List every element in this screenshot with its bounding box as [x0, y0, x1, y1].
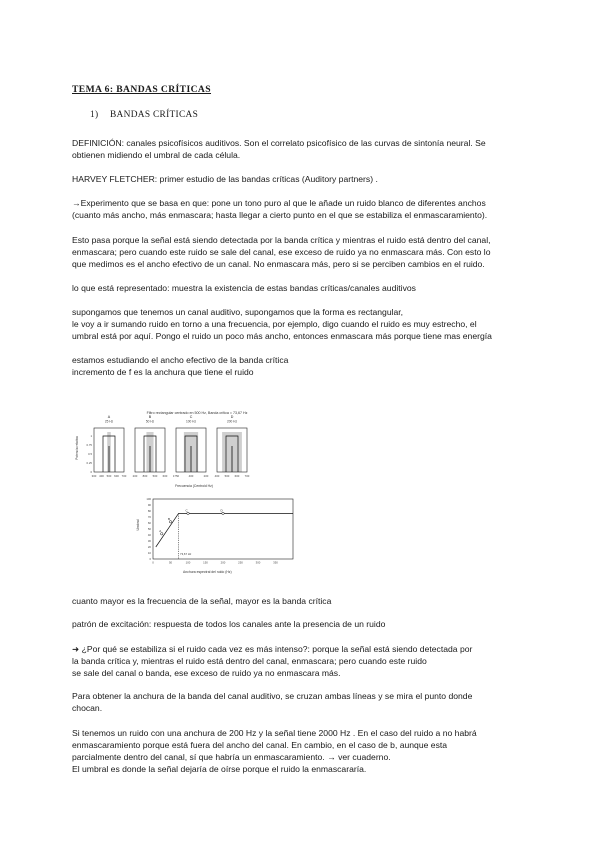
section-number: 1): [90, 110, 99, 120]
filter-panel-d: [215, 415, 250, 478]
x-tick-label: 0: [152, 560, 154, 565]
panel-ytick-label: 0: [90, 470, 92, 474]
supongamos-line-2: le voy a ir sumando ruido en torno a una frecuencia, por ejemplo, digo cuando el ruido es muy estrecho, el: [72, 319, 477, 329]
data-point-label: A: [159, 528, 162, 533]
panel-tick-label: 700: [244, 474, 250, 478]
x-tick-label: 300: [255, 560, 261, 565]
section-title: BANDAS CRÍTICAS: [110, 110, 199, 120]
panel-tick-label: 500: [152, 474, 158, 478]
ejemplo-line-3: parcialmente dentro del canal, sí que habría un enmascaramiento. → ver cuaderno.: [72, 752, 391, 762]
esto-line-1: Esto pasa porque la señal está siendo detectada por la banda crítica y mientras el ruido está dentro del canal,: [72, 235, 491, 245]
panel-tick-label: 600: [234, 474, 240, 478]
panel-tick-label: 200: [203, 474, 209, 478]
chart-axes: [146, 497, 293, 565]
x-tick-label: 200: [220, 560, 226, 565]
y-tick-label: 50: [147, 527, 151, 531]
y-tick-label: 40: [147, 533, 151, 537]
chart-xlabel: Anchura espectral del ruido (Hz): [183, 570, 232, 574]
y-tick-label: 20: [147, 545, 151, 549]
question-line-2: la banda crítica y, mientras el ruido está dentro del canal, enmascara; pero cuando este ruido: [72, 656, 427, 666]
esto-line-2: enmascara; pero cuando este ruido se sale del canal, ese exceso de ruido ya no enmascara más. Con esto lo: [72, 247, 491, 257]
section-heading: [90, 110, 198, 120]
panel-tick-label: 600: [162, 474, 168, 478]
panel-letter: D: [230, 415, 234, 419]
y-tick-label: 100: [146, 497, 151, 501]
supongamos-line-1: supongamos que tenemos un canal auditivo, supongamos que la forma es rectangular,: [72, 307, 404, 317]
filter-figure-ylabel: Potencia relativa: [75, 436, 79, 460]
panel-tick-label: 400: [99, 474, 104, 478]
experiment-line-2: (cuanto más ancho, más enmascara; hasta llegar a cierto punto en el que se estabiliza el enmascaramiento).: [72, 210, 488, 220]
data-point-b: [169, 521, 171, 523]
ejemplo-line-1: Si tenemos un ruido con una anchura de 200 Hz y la señal tiene 2000 Hz . En el caso del ruido a no habrá: [72, 728, 477, 738]
y-tick-label: 0: [149, 557, 151, 561]
estamos-line-1: estamos estudiando el ancho efectivo de la banda crítica: [72, 355, 289, 365]
panel-tick-label: 300: [91, 474, 97, 478]
umbral-paragraph: El umbral es donde la señal dejaría de oírse porque el ruido la enmascararía.: [72, 764, 367, 774]
y-tick-label: 80: [147, 509, 151, 513]
panel-letter: C: [189, 415, 193, 419]
data-point-a: [161, 533, 163, 535]
data-point-d: [222, 512, 224, 514]
panel-ytick-label: 0.5: [88, 452, 92, 456]
threshold-chart: [135, 493, 305, 575]
esto-line-3: que medimos es el ancho efectivo de un canal. No enmascara más, pero si se perciben cambios en el ruido.: [72, 259, 485, 269]
definition-line-2: obtienen midiendo el umbral de cada célula.: [72, 150, 241, 160]
data-point-c: [187, 512, 189, 514]
panel-letter: B: [148, 415, 152, 419]
x-tick-label: 100: [185, 560, 191, 565]
filter-panel-b: [133, 415, 168, 478]
obtener-line-1: Para obtener la anchura de la banda del canal auditivo, se cruzan ambas líneas y se mira el punto donde: [72, 691, 473, 701]
data-point-label: D: [220, 508, 223, 513]
x-tick-label: 250: [238, 560, 243, 565]
panel-tick-label: 400: [188, 474, 194, 478]
experiment-line-1: →Experimento que se basa en que: pone un tono puro al que le añade un ruido blanco de diferentes anchos: [72, 198, 486, 208]
ejemplo-line-2: enmascaramiento porque está fuera del ancho del canal. En cambio, en el caso de b, aunque esta: [72, 740, 448, 750]
y-tick-label: 70: [147, 515, 151, 519]
data-point-label: C: [185, 508, 188, 513]
question-line-3: se sale del canal o banda, ese exceso de ruido ya no enmascara más.: [72, 668, 341, 678]
patron-paragraph: patrón de excitación: respuesta de todos los canales ante la presencia de un ruido: [72, 619, 386, 629]
chart-points: [159, 508, 224, 535]
y-tick-label: 90: [147, 503, 151, 507]
panel-ytick-label: 1: [90, 434, 92, 438]
filter-panel-a: [92, 415, 127, 478]
panel-bandwidth: 100 Hz: [185, 419, 197, 424]
chart-ylabel: Umbral: [136, 519, 140, 531]
panel-bandwidth: 50 Hz: [145, 419, 155, 424]
panel-tick-label: 400: [214, 474, 220, 478]
panel-tick-label: 800: [142, 474, 148, 478]
filter-figure-xlabel: Frecuencia (Centroid Hz): [175, 484, 213, 488]
page-title: TEMA 6: BANDAS CRÍTICAS: [72, 84, 212, 95]
panel-letter: A: [107, 415, 111, 419]
panel-bandwidth: 25 Hz: [104, 419, 114, 424]
bandwidth-marker-label: 73,67 Hz: [180, 552, 192, 556]
panel-tick-label: 500: [224, 474, 230, 478]
x-tick-label: 350: [273, 560, 278, 565]
obtener-line-2: chocan.: [72, 703, 103, 713]
x-tick-label: 150: [203, 560, 208, 565]
panel-tick-label: 1750: [172, 474, 180, 478]
filter-panels: [87, 415, 250, 478]
panel-tick-label: 500: [106, 474, 112, 478]
panel-ytick-label: 0.75: [86, 443, 92, 447]
chart-lines: [156, 513, 293, 559]
estamos-line-2: incremento de f es la anchura que tiene el ruido: [72, 367, 254, 377]
panel-tick-label: 200: [132, 474, 138, 478]
y-tick-label: 30: [147, 539, 151, 543]
harvey-paragraph: HARVEY FLETCHER: primer estudio de las bandas críticas (Auditory partners) .: [72, 174, 378, 184]
filter-panels-figure: [72, 410, 302, 490]
y-tick-label: 10: [147, 551, 151, 555]
x-tick-label: 50: [168, 560, 173, 565]
panel-ytick-label: 0.25: [86, 461, 92, 465]
mayor-paragraph: cuanto mayor es la frecuencia de la señal, mayor es la banda crítica: [72, 596, 332, 606]
chart-frame: [153, 499, 293, 559]
filter-panel-c: [173, 415, 209, 478]
y-tick-label: 60: [147, 521, 151, 525]
panel-tick-label: 600: [114, 474, 119, 478]
filter-figure-caption: Filtro rectangular centrado en 500 Hz, Banda crítica = 73,67 Hz: [146, 411, 248, 415]
definition-line-1: DEFINICIÓN: canales psicofísicos auditivos. Son el correlato psicofísico de las curvas de sintonía neural. Se: [72, 138, 486, 148]
supongamos-line-3: umbral está por aquí. Pongo el ruido un poco más ancho, entonces enmascara más porque tiene mas energía: [72, 331, 492, 341]
panel-tick-label: 700: [121, 474, 127, 478]
data-point-label: B: [168, 516, 171, 521]
question-line-1: ➜ ¿Por qué se estabiliza si el ruido cada vez es más intenso?: porque la señal está siendo detectada por: [72, 644, 473, 654]
representado-paragraph: lo que está representado: muestra la existencia de estas bandas críticas/canales auditivos: [72, 283, 416, 293]
panel-bandwidth: 200 Hz: [226, 419, 238, 424]
